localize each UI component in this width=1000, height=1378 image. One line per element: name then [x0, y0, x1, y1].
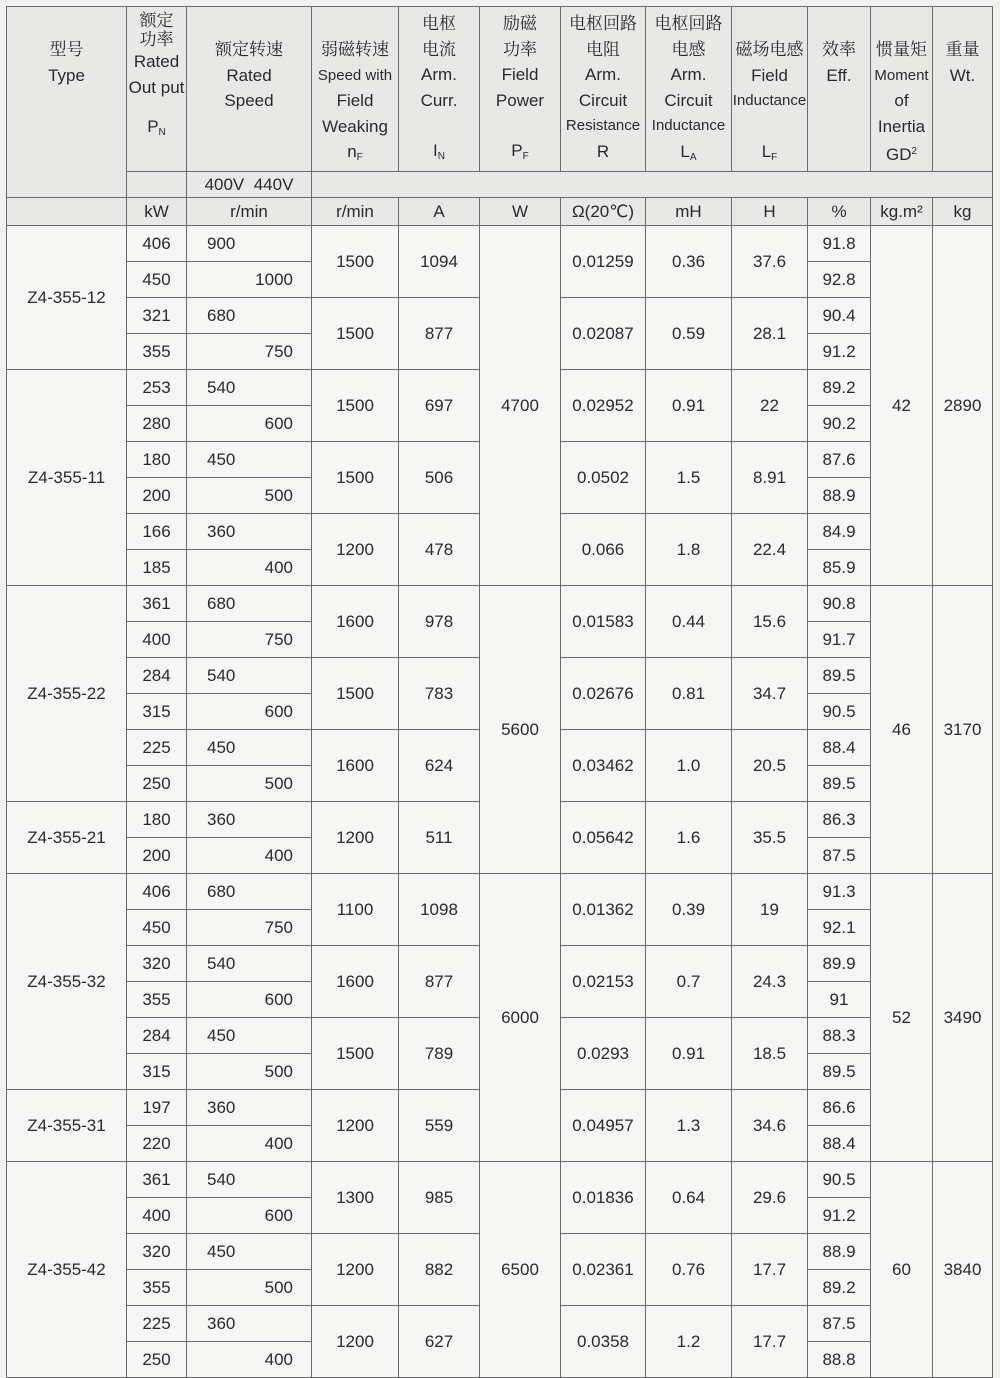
rated-speed-cell — [187, 1090, 312, 1126]
rated-output-cell: 355 — [127, 1270, 187, 1306]
efficiency-cell: 87.5 — [808, 838, 871, 874]
header-efficiency: 效率 Eff. — [808, 7, 871, 172]
efficiency-cell: 89.2 — [808, 1270, 871, 1306]
arm-inductance-cell: 1.5 — [646, 442, 732, 514]
rated-speed-cell — [187, 1162, 312, 1198]
arm-resistance-cell: 0.01836 — [561, 1162, 646, 1234]
speed-400v: 450 — [207, 1242, 236, 1261]
rated-output-cell: 284 — [127, 1018, 187, 1054]
arm-current-cell: 882 — [399, 1234, 480, 1306]
inertia-cell: 46 — [871, 586, 933, 874]
rated-speed-cell — [187, 586, 312, 622]
rated-output-cell: 450 — [127, 262, 187, 298]
arm-current-cell: 877 — [399, 298, 480, 370]
inertia-cell: 60 — [871, 1162, 933, 1378]
speed-400v: 900 — [207, 234, 236, 253]
header-inertia: 惯量矩 Moment of Inertia $GD^2$ — [871, 7, 933, 172]
rated-speed-cell — [187, 334, 312, 370]
rated-output-cell: 400 — [127, 622, 187, 658]
inertia-cell: 42 — [871, 226, 933, 586]
unit-mh: mH — [646, 198, 732, 226]
rated-output-cell: 200 — [127, 478, 187, 514]
table-row — [7, 1162, 993, 1198]
speed-440v: 600 — [264, 990, 293, 1009]
speed-400v: 680 — [207, 882, 236, 901]
header-arm-inductance: 电枢回路 电感 Arm. Circuit Inductance $L_A$ — [646, 7, 732, 172]
rated-output-cell: 220 — [127, 1126, 187, 1162]
field-inductance-cell: 17.7 — [732, 1234, 808, 1306]
field-weak-speed-cell: 1500 — [312, 1018, 399, 1090]
rated-speed-cell — [187, 1306, 312, 1342]
speed-440v: 500 — [264, 1062, 293, 1081]
rated-output-cell: 200 — [127, 838, 187, 874]
weight-cell: 2890 — [933, 226, 993, 586]
rated-speed-cell — [187, 478, 312, 514]
arm-inductance-cell: 0.7 — [646, 946, 732, 1018]
speed-440v: 400 — [264, 1134, 293, 1153]
efficiency-cell: 89.5 — [808, 658, 871, 694]
efficiency-cell: 91.8 — [808, 226, 871, 262]
efficiency-cell: 92.8 — [808, 262, 871, 298]
rated-output-cell: 225 — [127, 1306, 187, 1342]
speed-440v: 600 — [264, 1206, 293, 1225]
arm-resistance-cell: 0.066 — [561, 514, 646, 586]
inertia-cell: 52 — [871, 874, 933, 1162]
rated-output-cell: 400 — [127, 1198, 187, 1234]
rated-speed-cell — [187, 766, 312, 802]
field-inductance-cell: 34.6 — [732, 1090, 808, 1162]
efficiency-cell: 87.5 — [808, 1306, 871, 1342]
rated-speed-cell — [187, 658, 312, 694]
arm-current-cell: 559 — [399, 1090, 480, 1162]
efficiency-cell: 90.2 — [808, 406, 871, 442]
efficiency-cell: 90.4 — [808, 298, 871, 334]
arm-resistance-cell: 0.02153 — [561, 946, 646, 1018]
rated-output-cell: 361 — [127, 1162, 187, 1198]
speed-400v: 360 — [207, 810, 236, 829]
field-inductance-cell: 28.1 — [732, 298, 808, 370]
rated-output-cell: 225 — [127, 730, 187, 766]
efficiency-cell: 86.3 — [808, 802, 871, 838]
rated-speed-cell — [187, 1234, 312, 1270]
rated-speed-cell — [187, 406, 312, 442]
arm-resistance-cell: 0.0293 — [561, 1018, 646, 1090]
rated-output-cell: 320 — [127, 946, 187, 982]
rated-speed-cell — [187, 1270, 312, 1306]
speed-400v: 540 — [207, 666, 236, 685]
efficiency-cell: 88.3 — [808, 1018, 871, 1054]
arm-inductance-cell: 0.91 — [646, 370, 732, 442]
unit-speed: r/min — [187, 198, 312, 226]
field-inductance-cell: 34.7 — [732, 658, 808, 730]
arm-current-cell: 697 — [399, 370, 480, 442]
efficiency-cell: 85.9 — [808, 550, 871, 586]
arm-resistance-cell: 0.02952 — [561, 370, 646, 442]
speed-400v: 680 — [207, 306, 236, 325]
speed-440v: 500 — [264, 1278, 293, 1297]
rated-output-cell: 315 — [127, 694, 187, 730]
arm-resistance-cell: 0.04957 — [561, 1090, 646, 1162]
header-type: 型号 Type — [7, 7, 127, 198]
arm-current-cell: 478 — [399, 514, 480, 586]
unit-kg: kg — [933, 198, 993, 226]
speed-400v: 360 — [207, 1314, 236, 1333]
rated-speed-cell — [187, 910, 312, 946]
efficiency-cell: 89.9 — [808, 946, 871, 982]
rated-speed-cell — [187, 730, 312, 766]
speed-400v: 540 — [207, 954, 236, 973]
type-cell: Z4-355-11 — [7, 370, 127, 586]
arm-current-cell: 783 — [399, 658, 480, 730]
rated-output-cell: 355 — [127, 334, 187, 370]
header-arm-current: 电枢 电流 Arm. Curr. $I_N$ — [399, 7, 480, 172]
efficiency-cell: 88.9 — [808, 478, 871, 514]
field-inductance-cell: 37.6 — [732, 226, 808, 298]
unit-watt: W — [480, 198, 561, 226]
unit-kgm2: kg.m² — [871, 198, 933, 226]
arm-current-cell: 978 — [399, 586, 480, 658]
speed-400v: 450 — [207, 1026, 236, 1045]
motor-spec-table — [6, 6, 993, 1378]
rated-output-cell: 315 — [127, 1054, 187, 1090]
arm-resistance-cell: 0.03462 — [561, 730, 646, 802]
arm-inductance-cell: 1.2 — [646, 1306, 732, 1378]
rated-output-cell: 284 — [127, 658, 187, 694]
rated-output-cell: 406 — [127, 226, 187, 262]
speed-400v: 450 — [207, 450, 236, 469]
rated-speed-cell — [187, 1126, 312, 1162]
speed-440v: 750 — [264, 342, 293, 361]
field-weak-speed-cell: 1500 — [312, 658, 399, 730]
unit-kw: kW — [127, 198, 187, 226]
speed-440v: 750 — [264, 918, 293, 937]
type-cell: Z4-355-31 — [7, 1090, 127, 1162]
rated-speed-cell — [187, 838, 312, 874]
header-weight: 重量 Wt. — [933, 7, 993, 172]
type-cell: Z4-355-22 — [7, 586, 127, 802]
table-row — [7, 586, 993, 622]
field-inductance-cell: 35.5 — [732, 802, 808, 874]
unit-henry: H — [732, 198, 808, 226]
arm-resistance-cell: 0.05642 — [561, 802, 646, 874]
arm-resistance-cell: 0.0502 — [561, 442, 646, 514]
arm-resistance-cell: 0.0358 — [561, 1306, 646, 1378]
rated-output-cell: 180 — [127, 802, 187, 838]
field-power-cell: 4700 — [480, 226, 561, 586]
field-weak-speed-cell: 1200 — [312, 1306, 399, 1378]
unit-amp: A — [399, 198, 480, 226]
table-row — [7, 874, 993, 910]
header-rated-speed: 额定转速 Rated Speed — [187, 7, 312, 172]
rated-speed-cell — [187, 874, 312, 910]
arm-current-cell: 624 — [399, 730, 480, 802]
speed-400v: 450 — [207, 738, 236, 757]
field-inductance-cell: 19 — [732, 874, 808, 946]
arm-current-cell: 627 — [399, 1306, 480, 1378]
field-power-cell: 6000 — [480, 874, 561, 1162]
field-weak-speed-cell: 1100 — [312, 874, 399, 946]
speed-440v: 400 — [264, 846, 293, 865]
field-inductance-cell: 17.7 — [732, 1306, 808, 1378]
table-row — [7, 226, 993, 262]
field-inductance-cell: 18.5 — [732, 1018, 808, 1090]
type-cell: Z4-355-21 — [7, 802, 127, 874]
field-inductance-cell: 8.91 — [732, 442, 808, 514]
arm-current-cell: 985 — [399, 1162, 480, 1234]
arm-current-cell: 877 — [399, 946, 480, 1018]
arm-inductance-cell: 1.0 — [646, 730, 732, 802]
rated-speed-cell — [187, 550, 312, 586]
rated-output-cell: 321 — [127, 298, 187, 334]
field-weak-speed-cell: 1500 — [312, 442, 399, 514]
field-weak-speed-cell: 1500 — [312, 298, 399, 370]
spec-body — [7, 226, 993, 1378]
speed-440v: 500 — [264, 774, 293, 793]
field-weak-speed-cell: 1600 — [312, 730, 399, 802]
header-voltages: 400V 440V — [187, 171, 312, 198]
field-weak-speed-cell: 1500 — [312, 226, 399, 298]
rated-speed-cell — [187, 226, 312, 262]
rated-speed-cell — [187, 298, 312, 334]
arm-resistance-cell: 0.01362 — [561, 874, 646, 946]
field-weak-speed-cell: 1200 — [312, 514, 399, 586]
speed-400v: 540 — [207, 1170, 236, 1189]
speed-440v: 400 — [264, 558, 293, 577]
arm-resistance-cell: 0.02676 — [561, 658, 646, 730]
rated-output-cell: 180 — [127, 442, 187, 478]
header-arm-resistance: 电枢回路 电阻 Arm. Circuit Resistance R — [561, 7, 646, 172]
rated-speed-cell — [187, 1054, 312, 1090]
header-field-inductance: 磁场电感 Field Inductance $L_F$ — [732, 7, 808, 172]
field-weak-speed-cell: 1500 — [312, 370, 399, 442]
weight-cell: 3840 — [933, 1162, 993, 1378]
speed-440v: 1000 — [255, 270, 293, 289]
header-field-weakening: 弱磁转速 Speed with Field Weaking $n_F$ — [312, 7, 399, 172]
efficiency-cell: 89.5 — [808, 1054, 871, 1090]
unit-nf: r/min — [312, 198, 399, 226]
arm-inductance-cell: 1.3 — [646, 1090, 732, 1162]
rated-output-cell: 320 — [127, 1234, 187, 1270]
arm-inductance-cell: 0.64 — [646, 1162, 732, 1234]
rated-speed-cell — [187, 946, 312, 982]
field-weak-speed-cell: 1600 — [312, 946, 399, 1018]
unit-percent: % — [808, 198, 871, 226]
arm-inductance-cell: 0.76 — [646, 1234, 732, 1306]
speed-440v: 500 — [264, 486, 293, 505]
rated-speed-cell — [187, 1198, 312, 1234]
rated-output-cell: 166 — [127, 514, 187, 550]
type-cell: Z4-355-42 — [7, 1162, 127, 1378]
speed-400v: 360 — [207, 1098, 236, 1117]
rated-output-cell: 450 — [127, 910, 187, 946]
speed-440v: 600 — [264, 702, 293, 721]
rated-output-cell: 406 — [127, 874, 187, 910]
speed-440v: 600 — [264, 414, 293, 433]
arm-inductance-cell: 0.44 — [646, 586, 732, 658]
weight-cell: 3490 — [933, 874, 993, 1162]
rated-speed-cell — [187, 514, 312, 550]
rated-output-cell: 280 — [127, 406, 187, 442]
arm-inductance-cell: 1.8 — [646, 514, 732, 586]
field-weak-speed-cell: 1600 — [312, 586, 399, 658]
field-weak-speed-cell: 1200 — [312, 802, 399, 874]
efficiency-cell: 91.2 — [808, 1198, 871, 1234]
arm-current-cell: 511 — [399, 802, 480, 874]
field-weak-speed-cell: 1200 — [312, 1234, 399, 1306]
arm-inductance-cell: 0.36 — [646, 226, 732, 298]
arm-resistance-cell: 0.02087 — [561, 298, 646, 370]
rated-speed-cell — [187, 694, 312, 730]
field-power-cell: 5600 — [480, 586, 561, 874]
field-inductance-cell: 20.5 — [732, 730, 808, 802]
rated-speed-cell — [187, 370, 312, 406]
field-inductance-cell: 22 — [732, 370, 808, 442]
unit-ohm: Ω(20℃) — [561, 198, 646, 226]
field-inductance-cell: 15.6 — [732, 586, 808, 658]
arm-inductance-cell: 0.59 — [646, 298, 732, 370]
efficiency-cell: 90.5 — [808, 1162, 871, 1198]
header-rated-output: 额定功率 Rated Out put $P_N$ — [127, 7, 187, 172]
arm-resistance-cell: 0.02361 — [561, 1234, 646, 1306]
field-inductance-cell: 29.6 — [732, 1162, 808, 1234]
field-weak-speed-cell: 1300 — [312, 1162, 399, 1234]
speed-440v: 750 — [264, 630, 293, 649]
speed-400v: 360 — [207, 522, 236, 541]
efficiency-cell: 88.8 — [808, 1342, 871, 1378]
arm-inductance-cell: 0.91 — [646, 1018, 732, 1090]
field-inductance-cell: 22.4 — [732, 514, 808, 586]
arm-resistance-cell: 0.01583 — [561, 586, 646, 658]
field-weak-speed-cell: 1200 — [312, 1090, 399, 1162]
rated-speed-cell — [187, 982, 312, 1018]
efficiency-cell: 91.7 — [808, 622, 871, 658]
rated-output-cell: 185 — [127, 550, 187, 586]
rated-output-cell: 250 — [127, 766, 187, 802]
rated-output-cell: 250 — [127, 1342, 187, 1378]
rated-speed-cell — [187, 262, 312, 298]
field-power-cell: 6500 — [480, 1162, 561, 1378]
rated-speed-cell — [187, 1018, 312, 1054]
efficiency-cell: 91.2 — [808, 334, 871, 370]
rated-speed-cell — [187, 442, 312, 478]
type-cell: Z4-355-32 — [7, 874, 127, 1090]
type-cell: Z4-355-12 — [7, 226, 127, 370]
rated-output-cell: 355 — [127, 982, 187, 1018]
arm-inductance-cell: 0.39 — [646, 874, 732, 946]
rated-speed-cell — [187, 622, 312, 658]
arm-current-cell: 506 — [399, 442, 480, 514]
field-inductance-cell: 24.3 — [732, 946, 808, 1018]
speed-440v: 400 — [264, 1350, 293, 1369]
efficiency-cell: 88.4 — [808, 1126, 871, 1162]
efficiency-cell: 90.5 — [808, 694, 871, 730]
efficiency-cell: 87.6 — [808, 442, 871, 478]
efficiency-cell: 90.8 — [808, 586, 871, 622]
rated-output-cell: 197 — [127, 1090, 187, 1126]
rated-speed-cell — [187, 802, 312, 838]
efficiency-cell: 84.9 — [808, 514, 871, 550]
speed-400v: 680 — [207, 594, 236, 613]
rated-output-cell: 253 — [127, 370, 187, 406]
efficiency-cell: 89.2 — [808, 370, 871, 406]
arm-inductance-cell: 0.81 — [646, 658, 732, 730]
efficiency-cell: 92.1 — [808, 910, 871, 946]
efficiency-cell: 88.9 — [808, 1234, 871, 1270]
efficiency-cell: 86.6 — [808, 1090, 871, 1126]
arm-inductance-cell: 1.6 — [646, 802, 732, 874]
header-field-power: 励磁 功率 Field Power $P_F$ — [480, 7, 561, 172]
efficiency-cell: 88.4 — [808, 730, 871, 766]
arm-current-cell: 1094 — [399, 226, 480, 298]
rated-output-cell: 361 — [127, 586, 187, 622]
efficiency-cell: 91.3 — [808, 874, 871, 910]
weight-cell: 3170 — [933, 586, 993, 874]
arm-current-cell: 789 — [399, 1018, 480, 1090]
arm-current-cell: 1098 — [399, 874, 480, 946]
arm-resistance-cell: 0.01259 — [561, 226, 646, 298]
efficiency-cell: 89.5 — [808, 766, 871, 802]
efficiency-cell: 91 — [808, 982, 871, 1018]
speed-400v: 540 — [207, 378, 236, 397]
